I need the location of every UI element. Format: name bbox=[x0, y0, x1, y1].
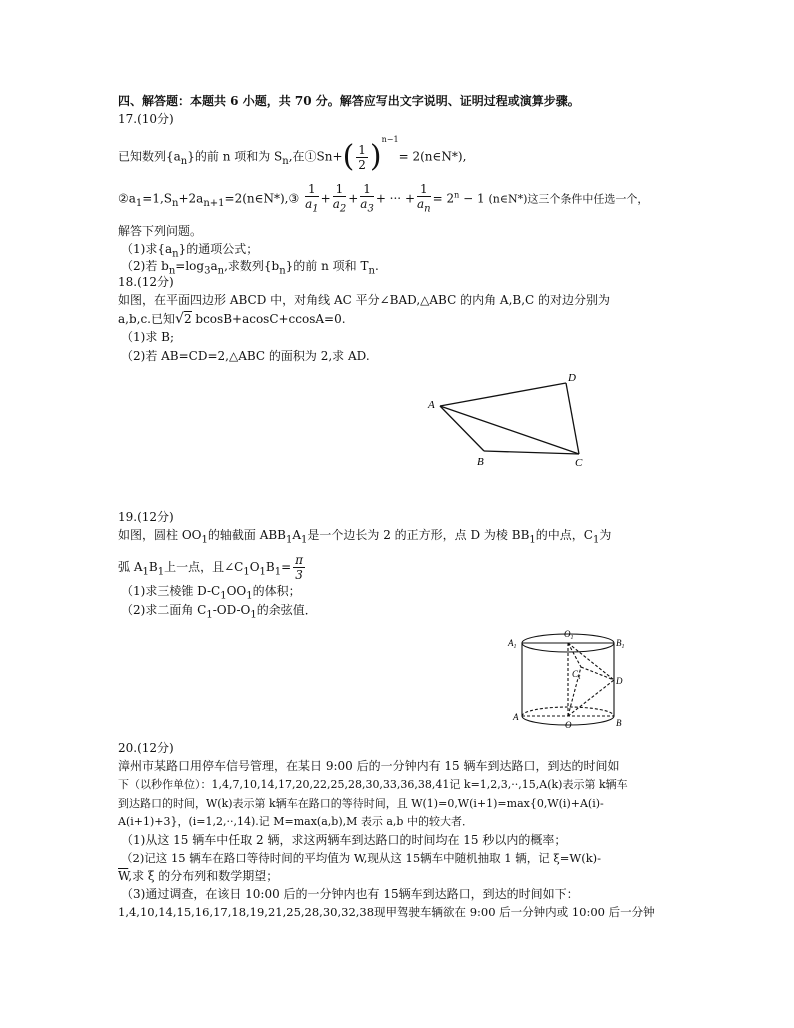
quadrilateral-figure bbox=[420, 368, 600, 468]
w-bar: $\overline{W}$ bbox=[118, 869, 129, 883]
q17-dots: + ··· + bbox=[375, 191, 415, 206]
frac-den: 3 bbox=[295, 568, 303, 582]
term: a bbox=[305, 197, 313, 211]
q19-text: 如图，圆柱 OO bbox=[118, 528, 202, 542]
q17-text: }的前 n 项和为 S bbox=[187, 149, 283, 164]
q19-sub: 1 bbox=[246, 590, 253, 602]
paren-open: ( bbox=[342, 139, 355, 174]
q18-text: bcosB+acosC+ccosA=0. bbox=[195, 312, 346, 326]
q19-text: OO bbox=[226, 584, 247, 598]
q17-eq: = 2 bbox=[432, 191, 455, 206]
q19-sub: 1 bbox=[301, 534, 308, 546]
label-D: D bbox=[568, 372, 576, 384]
q19-part2 bbox=[121, 602, 317, 623]
q17-exp: n−1 bbox=[381, 134, 399, 144]
term-sub: 1 bbox=[312, 203, 319, 215]
q19-text: 的体积； bbox=[252, 584, 301, 598]
q18-part2: （2)若 AB=CD=2,△ABC 的面积为 2,求 AD. bbox=[121, 349, 370, 363]
q17-frac-3 bbox=[360, 182, 374, 216]
q19-text: B bbox=[265, 560, 275, 574]
label-C: C bbox=[575, 457, 583, 468]
frac-num: 1 bbox=[358, 142, 366, 157]
frac-den bbox=[417, 197, 431, 216]
q17-sub: 3 bbox=[204, 265, 211, 277]
q17-sub: n+1 bbox=[203, 198, 225, 210]
segment-C1D bbox=[581, 667, 614, 680]
q19-sub: 1 bbox=[157, 566, 165, 578]
q17-text: a bbox=[210, 259, 218, 273]
q19-sub: 1 bbox=[286, 534, 293, 546]
q17-line3: 解答下列问题。 bbox=[118, 224, 203, 238]
label-A: A bbox=[428, 399, 435, 411]
label-B: B bbox=[477, 456, 484, 468]
q19-text: B bbox=[148, 560, 158, 574]
label-O: O bbox=[565, 720, 572, 730]
q19-text: 上一点，且∠C bbox=[164, 560, 244, 574]
q17-line1 bbox=[118, 134, 467, 174]
q17-sub: n bbox=[282, 155, 289, 167]
term: a bbox=[360, 197, 368, 211]
label-C1: $C_1$ bbox=[572, 669, 582, 681]
q17-frac-1 bbox=[305, 182, 319, 216]
q17-tail: (n∈N*)这三个条件中任选一个， bbox=[488, 192, 649, 206]
q19-text: 为 bbox=[599, 528, 612, 542]
label-B: B bbox=[616, 718, 622, 728]
q20-part3: （3)通过调查，在该日 10:00 后的一分钟内也有 15辆车到达路口，到达的时间如下： bbox=[121, 887, 579, 901]
q17-text: =log bbox=[175, 259, 205, 273]
q19-text: 的中点，C bbox=[535, 528, 593, 542]
q20-part2-cont bbox=[118, 868, 278, 884]
frac-den bbox=[333, 197, 347, 216]
frac-den: 2 bbox=[358, 157, 366, 172]
q19-text: A bbox=[292, 528, 302, 542]
label-B1: $B_1$ bbox=[616, 638, 625, 650]
q17-frac-n bbox=[417, 182, 431, 216]
sqrt-arg: 2 bbox=[183, 312, 192, 326]
q19-sub: 1 bbox=[259, 566, 266, 578]
q19-sub: 1 bbox=[243, 566, 250, 578]
q18-text: a,b,c.已知 bbox=[118, 312, 176, 326]
sqrt-sign: √ bbox=[175, 311, 184, 327]
edge-DC bbox=[566, 383, 579, 454]
term: a bbox=[332, 197, 340, 211]
frac-num: 1 bbox=[305, 182, 319, 197]
q19-text: 的余弦值． bbox=[256, 603, 317, 617]
q19-line1 bbox=[118, 527, 611, 548]
q17-sub: n bbox=[172, 248, 179, 260]
segment-OD bbox=[568, 680, 614, 716]
q20-part3-line2: 1,4,10,14,15,16,17,18,19,21,25,28,30,32,38现甲驾驶车辆欲在 9:00 后一分钟内或 10:00 后一分钟 bbox=[118, 905, 655, 919]
label-D: D bbox=[616, 676, 623, 686]
edge-BA bbox=[440, 406, 484, 451]
q17-text: ,求数列{b bbox=[224, 259, 280, 273]
q19-number: 19.(12分) bbox=[118, 510, 174, 524]
q20-text: ,求 ξ 的分布列和数学期望； bbox=[128, 869, 279, 883]
q19-line2 bbox=[118, 553, 307, 582]
q19-sub: 1 bbox=[529, 534, 536, 546]
q18-line1: 如图，在平面四边形 ABCD 中，对角线 AC 平分∠BAD,△ABC 的内角 A,B,C 的对边分别为 bbox=[118, 293, 611, 307]
q17-sub: n bbox=[279, 265, 286, 277]
frac-num: 1 bbox=[360, 182, 374, 197]
q17-text: }的通项公式； bbox=[178, 242, 259, 256]
q17-sub: n bbox=[180, 155, 188, 167]
q19-text: 是一个边长为 2 的正方形，点 D 为棱 BB bbox=[307, 528, 530, 542]
q19-sub: 1 bbox=[201, 534, 208, 546]
term: a bbox=[417, 197, 425, 211]
q19-sub: 1 bbox=[142, 566, 149, 578]
q19-frac bbox=[293, 553, 305, 582]
q20-part1: （1)从这 15 辆车中任取 2 辆，求这两辆车到达路口的时间均在 15 秒以内的概率； bbox=[121, 833, 567, 847]
q17-number: 17.(10分) bbox=[118, 112, 174, 126]
q19-text: （1)求三棱锥 D-C bbox=[121, 584, 221, 598]
frac-num: 1 bbox=[417, 182, 431, 197]
cylinder-figure bbox=[505, 625, 635, 735]
q20-part2: （2)记这 15 辆车在路口等待时间的平均值为 W,现从这 15辆车中随机抽取 1 辆，记 ξ=W(k)- bbox=[121, 851, 602, 865]
q19-sub: 1 bbox=[592, 534, 600, 546]
frac-num: 1 bbox=[333, 182, 347, 197]
q19-text: O bbox=[249, 560, 260, 574]
label-A1: $A_1$ bbox=[508, 638, 517, 650]
q17-text: 已知数列{a bbox=[118, 149, 181, 164]
q17-text: . bbox=[374, 259, 379, 273]
q20-line1: 漳州市某路口用停车信号管理，在某日 9:00 后的一分钟内有 15 辆车到达路口，到达的时间如 bbox=[118, 759, 620, 773]
q19-sub: 1 bbox=[220, 590, 227, 602]
q20-line3: 到达路口的时间，W(k)表示第 k辆车在路口的等待时间，且 W(1)=0,W(i+1)=max{0,W(i)+A(i)- bbox=[118, 797, 604, 810]
q17-text: ,在①Sn+ bbox=[288, 149, 343, 164]
q17-exp: n bbox=[454, 190, 460, 200]
edge-AD bbox=[440, 383, 566, 406]
q17-sub: n bbox=[172, 198, 179, 210]
q17-text: +2a bbox=[178, 191, 204, 206]
q19-text: （2)求二面角 C bbox=[121, 603, 207, 617]
q17-text: ②a bbox=[118, 191, 136, 206]
q17-minus: − 1 bbox=[459, 191, 485, 206]
q19-sub: 1 bbox=[250, 609, 257, 621]
section-header: 四、解答题：本题共 6 小题，共 70 分。解答应写出文字说明、证明过程或演算步骤。 bbox=[118, 94, 580, 108]
term-sub: 3 bbox=[367, 203, 374, 215]
term-sub: n bbox=[424, 203, 431, 215]
term-sub: 2 bbox=[339, 203, 347, 215]
frac-num: π bbox=[295, 553, 304, 567]
q19-sub: 1 bbox=[274, 566, 282, 578]
q17-sub: n bbox=[368, 265, 375, 277]
q20-line4: A(i+1)+3}，(i=1,2,··,14).记 M=max(a,b),M 表示 a,b 中的较大者． bbox=[118, 815, 473, 828]
label-O1: $O_1$ bbox=[564, 629, 574, 641]
frac-den bbox=[305, 197, 319, 216]
q17-frac bbox=[356, 143, 368, 172]
q17-text: }的前 n 项和 T bbox=[285, 259, 369, 273]
label-A: A bbox=[513, 712, 519, 722]
q17-sub: n bbox=[217, 265, 225, 277]
q19-text: = bbox=[281, 560, 292, 574]
q18-part1: （1)求 B; bbox=[121, 330, 174, 344]
q18-line2 bbox=[118, 311, 346, 327]
segment-O1C1 bbox=[568, 643, 581, 667]
q20-line2: 下（以秒作单位）：1,4,7,10,14,17,20,22,25,28,30,33,36,38,41记 k=1,2,3,··,15,A(k)表示第 k辆车 bbox=[118, 778, 628, 791]
q17-text: （1)求{a bbox=[121, 242, 173, 256]
q17-line2: $②a_1=1,S_n+2a_{n+1}=2(n\in N*),③$ $\frac{1}{a_1}$ + $\frac{1}{a_2}$ + $\frac{1}{a_3}$ + ··· + $\frac{1}{a_n}$ = $2^n - 1$ (n∈N*)这三个条件中任选一个， bbox=[118, 182, 649, 215]
paren-close: ) bbox=[369, 139, 382, 174]
diagonal-AC bbox=[440, 406, 579, 454]
q20-number: 20.(12分) bbox=[118, 741, 174, 755]
q19-text: 的轴截面 ABB bbox=[207, 528, 286, 542]
q19-text: -OD-O bbox=[212, 603, 251, 617]
q19-text: 弧 A bbox=[118, 560, 143, 574]
edge-CB bbox=[484, 451, 579, 454]
q17-sub: 1 bbox=[135, 198, 143, 210]
q19-sub: 1 bbox=[206, 609, 213, 621]
q17-text: （2)若 b bbox=[121, 259, 169, 273]
q17-frac-2 bbox=[333, 182, 347, 216]
q17-text: = 2(n∈N*), bbox=[398, 149, 467, 164]
q17-text: =2(n∈N*),③ bbox=[224, 191, 300, 206]
frac-den bbox=[360, 197, 374, 216]
q17-sub: n bbox=[168, 265, 176, 277]
q17-text: =1,S bbox=[142, 191, 173, 206]
q18-number: 18.(12分) bbox=[118, 275, 174, 289]
